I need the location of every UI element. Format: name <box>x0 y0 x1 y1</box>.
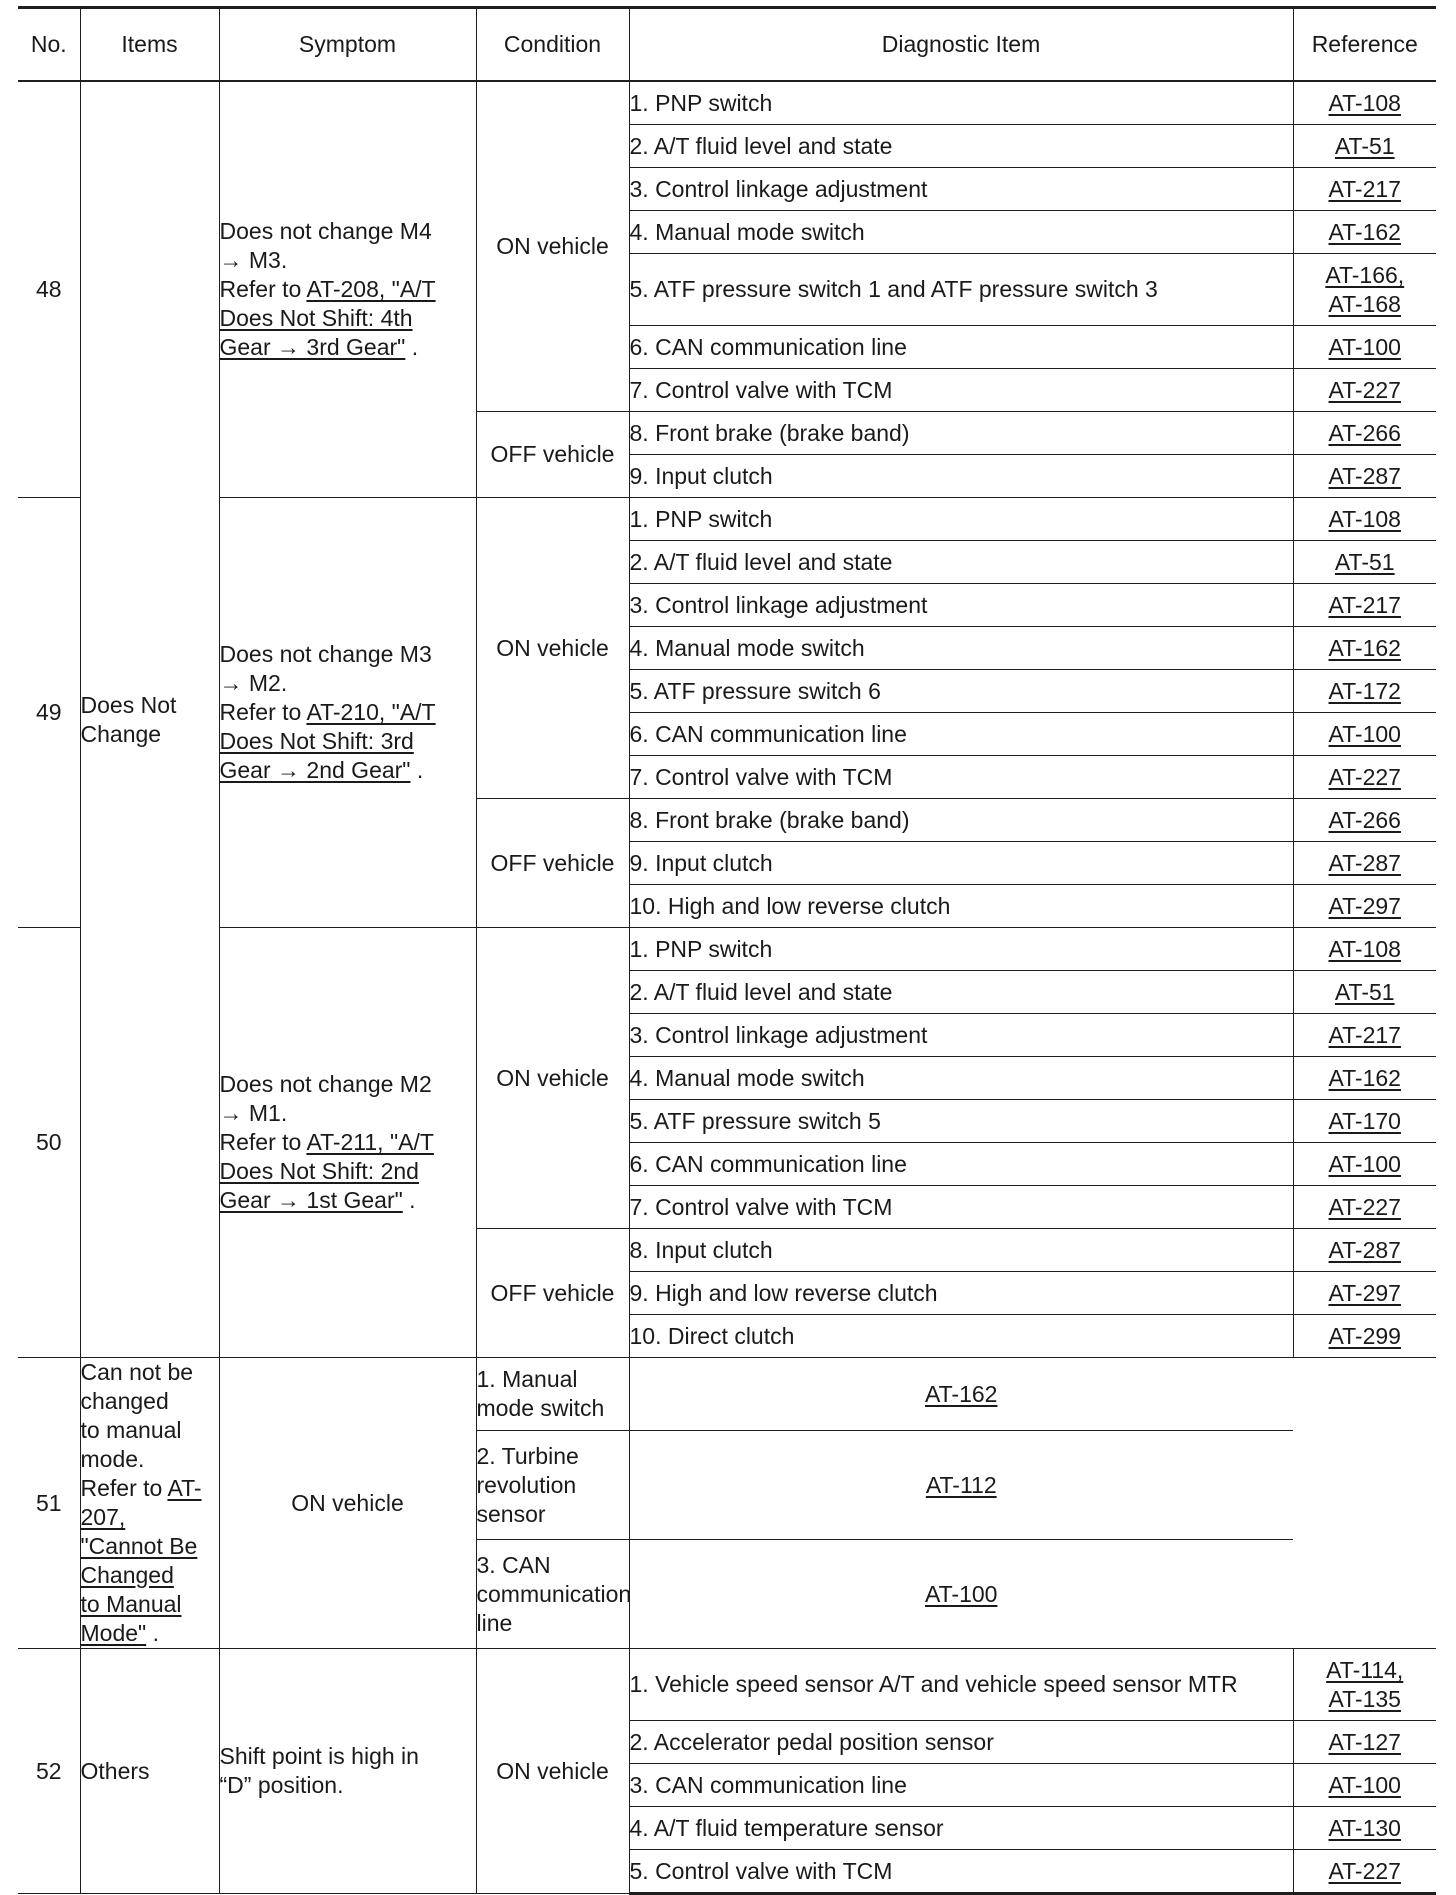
reference-cell <box>1293 1229 1436 1272</box>
symptom-reference-link[interactable]: Gear → 2nd Gear" <box>219 757 411 783</box>
document-page <box>18 6 1436 1895</box>
table-row <box>18 81 1436 125</box>
reference-cell <box>1293 1764 1436 1807</box>
symptom-reference-link[interactable]: AT-210, "A/T <box>306 699 436 725</box>
condition-on-vehicle: ON vehicle <box>476 928 629 1229</box>
condition-off-vehicle: OFF vehicle <box>476 799 629 928</box>
reference-cell <box>1293 326 1436 369</box>
reference-cell <box>1293 1186 1436 1229</box>
diagnostic-item: 3. Control linkage adjustment <box>629 1014 1293 1057</box>
table-row <box>18 928 1436 971</box>
reference-cell <box>1293 971 1436 1014</box>
diagnostic-item: 2. A/T fluid level and state <box>629 125 1293 168</box>
reference-link[interactable]: AT-297 <box>1328 892 1401 919</box>
symptom-reference-link[interactable]: Gear → 3rd Gear" <box>219 334 406 360</box>
condition-on-vehicle: ON vehicle <box>476 498 629 799</box>
reference-cell <box>1293 627 1436 670</box>
symptom-suffix: . <box>410 757 424 783</box>
diagnostic-item: 4. A/T fluid temperature sensor <box>629 1807 1293 1850</box>
reference-link[interactable]: AT-266 <box>1328 806 1401 833</box>
condition-on-vehicle: ON vehicle <box>476 1649 629 1894</box>
symptom-52 <box>219 1649 476 1894</box>
row-number-50: 50 <box>18 928 80 1358</box>
row-number-49: 49 <box>18 498 80 928</box>
reference-cell <box>1293 1272 1436 1315</box>
reference-link[interactable]: AT-108 <box>1328 89 1401 116</box>
diagnostic-item: 6. CAN communication line <box>629 713 1293 756</box>
reference-link[interactable]: AT-108 <box>1328 505 1401 532</box>
header-symptom: Symptom <box>219 8 476 82</box>
symptom-text: Does not change M4 <box>219 218 432 244</box>
reference-link[interactable]: AT-227 <box>1328 1857 1401 1884</box>
reference-link[interactable]: AT-166, <box>1325 261 1405 288</box>
diagnostic-item: 3. Control linkage adjustment <box>629 168 1293 211</box>
reference-cell <box>1293 584 1436 627</box>
symptom-suffix: . <box>146 1620 159 1646</box>
reference-cell <box>1293 1315 1436 1358</box>
reference-cell <box>1293 799 1436 842</box>
reference-link[interactable]: AT-162 <box>1328 634 1401 661</box>
diagnostic-item: 3. CAN communication line <box>476 1540 629 1649</box>
reference-cell <box>1293 1850 1436 1894</box>
reference-cell <box>1293 1721 1436 1764</box>
symptom-reference-link[interactable]: AT-211, "A/T <box>306 1129 434 1155</box>
row-number-52: 52 <box>18 1649 80 1894</box>
diagnostic-item: 6. CAN communication line <box>629 1143 1293 1186</box>
diagnostic-item: 7. Control valve with TCM <box>629 756 1293 799</box>
table-row <box>18 1358 1436 1431</box>
condition-on-vehicle: ON vehicle <box>219 1358 476 1649</box>
reference-cell <box>629 1540 1293 1649</box>
reference-cell <box>1293 928 1436 971</box>
row-number-48: 48 <box>18 81 80 498</box>
reference-link[interactable]: AT-135 <box>1328 1685 1401 1712</box>
reference-link[interactable]: AT-100 <box>1328 720 1401 747</box>
reference-cell <box>1293 885 1436 928</box>
diagnostic-item: 5. ATF pressure switch 6 <box>629 670 1293 713</box>
diagnostic-item: 4. Manual mode switch <box>629 211 1293 254</box>
reference-link[interactable]: AT-51 <box>1334 978 1395 1005</box>
diagnostic-item: 2. Accelerator pedal position sensor <box>629 1721 1293 1764</box>
reference-link[interactable]: AT-217 <box>1328 591 1401 618</box>
diagnostic-item: 8. Front brake (brake band) <box>629 412 1293 455</box>
reference-link[interactable]: AT-51 <box>1334 132 1395 159</box>
header-items: Items <box>80 8 219 82</box>
symptom-51 <box>80 1358 219 1649</box>
symptom-text: “D” position. <box>219 1772 344 1798</box>
reference-cell <box>1293 1057 1436 1100</box>
diagnostic-item: 3. CAN communication line <box>629 1764 1293 1807</box>
reference-link[interactable]: AT-217 <box>1328 175 1401 202</box>
reference-cell <box>1293 125 1436 168</box>
reference-cell <box>1293 1100 1436 1143</box>
item-others: Others <box>80 1649 219 1894</box>
reference-cell <box>1293 369 1436 412</box>
symptom-text: → M3. <box>219 247 288 273</box>
reference-link[interactable]: AT-114, <box>1326 1656 1404 1683</box>
reference-cell <box>629 1358 1293 1431</box>
diagnostic-item: 10. High and low reverse clutch <box>629 885 1293 928</box>
reference-cell <box>1293 1143 1436 1186</box>
symptom-reference-link[interactable]: Does Not Shift: 3rd <box>219 728 414 754</box>
reference-link[interactable]: AT-162 <box>1328 218 1401 245</box>
reference-cell <box>1293 81 1436 125</box>
diagnostic-item: 5. ATF pressure switch 1 and ATF pressure switch 3 <box>629 254 1293 326</box>
diagnostic-item: 9. High and low reverse clutch <box>629 1272 1293 1315</box>
reference-cell <box>1293 412 1436 455</box>
symptom-text: Does not change M3 <box>219 641 432 667</box>
diagnostic-item: 9. Input clutch <box>629 455 1293 498</box>
diagnostic-item: 2. Turbine revolution sensor <box>476 1431 629 1540</box>
header-no: No. <box>18 8 80 82</box>
diagnostic-item: 1. Vehicle speed sensor A/T and vehicle speed sensor MTR <box>629 1649 1293 1721</box>
diagnostic-item: 1. PNP switch <box>629 498 1293 541</box>
condition-on-vehicle: ON vehicle <box>476 81 629 412</box>
symptom-text: Can not be changed <box>80 1359 194 1414</box>
symptom-reference-link[interactable]: AT-207, <box>80 1475 202 1530</box>
diagnostic-item: 6. CAN communication line <box>629 326 1293 369</box>
reference-cell <box>1293 1649 1436 1721</box>
refer-to-label: Refer to <box>219 699 307 725</box>
symptom-reference-link[interactable]: "Cannot Be Changed <box>80 1533 198 1588</box>
symptom-suffix: . <box>402 1187 416 1213</box>
reference-link[interactable]: AT-51 <box>1334 548 1395 575</box>
reference-link[interactable]: AT-100 <box>1328 333 1401 360</box>
reference-link[interactable]: AT-100 <box>1328 1150 1401 1177</box>
reference-cell <box>1293 211 1436 254</box>
symptom-50 <box>219 928 476 1358</box>
reference-cell <box>629 1431 1293 1540</box>
reference-link[interactable]: AT-112 <box>925 1471 997 1498</box>
reference-cell <box>1293 1807 1436 1850</box>
diagnostic-item: 1. Manual mode switch <box>476 1358 629 1431</box>
header-reference: Reference <box>1293 8 1436 82</box>
diagnostic-item: 7. Control valve with TCM <box>629 1186 1293 1229</box>
reference-link[interactable]: AT-100 <box>925 1580 998 1607</box>
refer-to-label: Refer to <box>219 276 307 302</box>
condition-off-vehicle: OFF vehicle <box>476 412 629 498</box>
symptom-reference-link[interactable]: Gear → 1st Gear" <box>219 1187 403 1213</box>
reference-cell <box>1293 168 1436 211</box>
reference-link[interactable]: AT-217 <box>1328 1021 1401 1048</box>
symptom-suffix: . <box>405 334 419 360</box>
diagnostic-item: 5. ATF pressure switch 5 <box>629 1100 1293 1143</box>
reference-link[interactable]: AT-130 <box>1328 1814 1401 1841</box>
header-diagnostic-item: Diagnostic Item <box>629 8 1293 82</box>
condition-off-vehicle: OFF vehicle <box>476 1229 629 1358</box>
symptom-reference-link[interactable]: Does Not Shift: 2nd <box>219 1158 419 1184</box>
table-row <box>18 498 1436 541</box>
reference-cell <box>1293 254 1436 326</box>
reference-cell <box>1293 1014 1436 1057</box>
symptom-reference-link[interactable]: Does Not Shift: 4th <box>219 305 413 331</box>
symptom-text: → M1. <box>219 1100 288 1126</box>
diagnostic-item: 7. Control valve with TCM <box>629 369 1293 412</box>
reference-link[interactable]: AT-227 <box>1328 376 1401 403</box>
reference-link[interactable]: AT-287 <box>1328 462 1401 489</box>
symptom-reference-link[interactable]: AT-208, "A/T <box>306 276 436 302</box>
diagnostic-item: 1. PNP switch <box>629 81 1293 125</box>
reference-cell <box>1293 455 1436 498</box>
reference-link[interactable]: AT-287 <box>1328 1236 1401 1263</box>
reference-cell <box>1293 541 1436 584</box>
item-does-not-change: Does Not Change <box>80 81 219 1358</box>
reference-link[interactable]: AT-100 <box>1328 1771 1401 1798</box>
reference-cell <box>1293 498 1436 541</box>
reference-link[interactable]: AT-127 <box>1328 1728 1401 1755</box>
reference-link[interactable]: AT-227 <box>1328 763 1401 790</box>
row-number-51: 51 <box>18 1358 80 1649</box>
refer-to-label: Refer to <box>219 1129 307 1155</box>
reference-cell <box>1293 756 1436 799</box>
reference-link[interactable]: AT-162 <box>1328 1064 1401 1091</box>
diagnostic-item: 1. PNP switch <box>629 928 1293 971</box>
refer-to-label: Refer to <box>80 1475 168 1501</box>
reference-link[interactable]: AT-287 <box>1328 849 1401 876</box>
reference-link[interactable]: AT-172 <box>1328 677 1401 704</box>
reference-link[interactable]: AT-162 <box>925 1380 998 1407</box>
symptom-text: Shift point is high in <box>219 1743 419 1769</box>
diagnostic-item: 5. Control valve with TCM <box>629 1850 1293 1894</box>
symptom-text: Does not change M2 <box>219 1071 432 1097</box>
diagnostic-item: 3. Control linkage adjustment <box>629 584 1293 627</box>
header-row <box>18 8 1436 82</box>
diagnostic-item: 8. Front brake (brake band) <box>629 799 1293 842</box>
diagnostic-item: 2. A/T fluid level and state <box>629 541 1293 584</box>
diagnostic-item: 8. Input clutch <box>629 1229 1293 1272</box>
diagnosis-table <box>18 6 1436 1895</box>
diagnostic-item: 2. A/T fluid level and state <box>629 971 1293 1014</box>
header-condition: Condition <box>476 8 629 82</box>
reference-link[interactable]: AT-299 <box>1328 1322 1401 1349</box>
symptom-text: to manual mode. <box>80 1417 182 1472</box>
symptom-reference-link[interactable]: to Manual Mode" <box>80 1591 182 1646</box>
symptom-48 <box>219 81 476 498</box>
diagnostic-item: 9. Input clutch <box>629 842 1293 885</box>
reference-link[interactable]: AT-108 <box>1328 935 1401 962</box>
reference-cell <box>1293 670 1436 713</box>
reference-link[interactable]: AT-170 <box>1328 1107 1401 1134</box>
reference-link[interactable]: AT-168 <box>1328 290 1401 317</box>
reference-cell <box>1293 842 1436 885</box>
diagnostic-item: 10. Direct clutch <box>629 1315 1293 1358</box>
reference-link[interactable]: AT-297 <box>1328 1279 1401 1306</box>
reference-link[interactable]: AT-266 <box>1328 419 1401 446</box>
reference-link[interactable]: AT-227 <box>1328 1193 1401 1220</box>
symptom-text: → M2. <box>219 670 288 696</box>
symptom-49 <box>219 498 476 928</box>
table-row <box>18 1649 1436 1721</box>
diagnostic-item: 4. Manual mode switch <box>629 1057 1293 1100</box>
reference-cell <box>1293 713 1436 756</box>
diagnostic-item: 4. Manual mode switch <box>629 627 1293 670</box>
